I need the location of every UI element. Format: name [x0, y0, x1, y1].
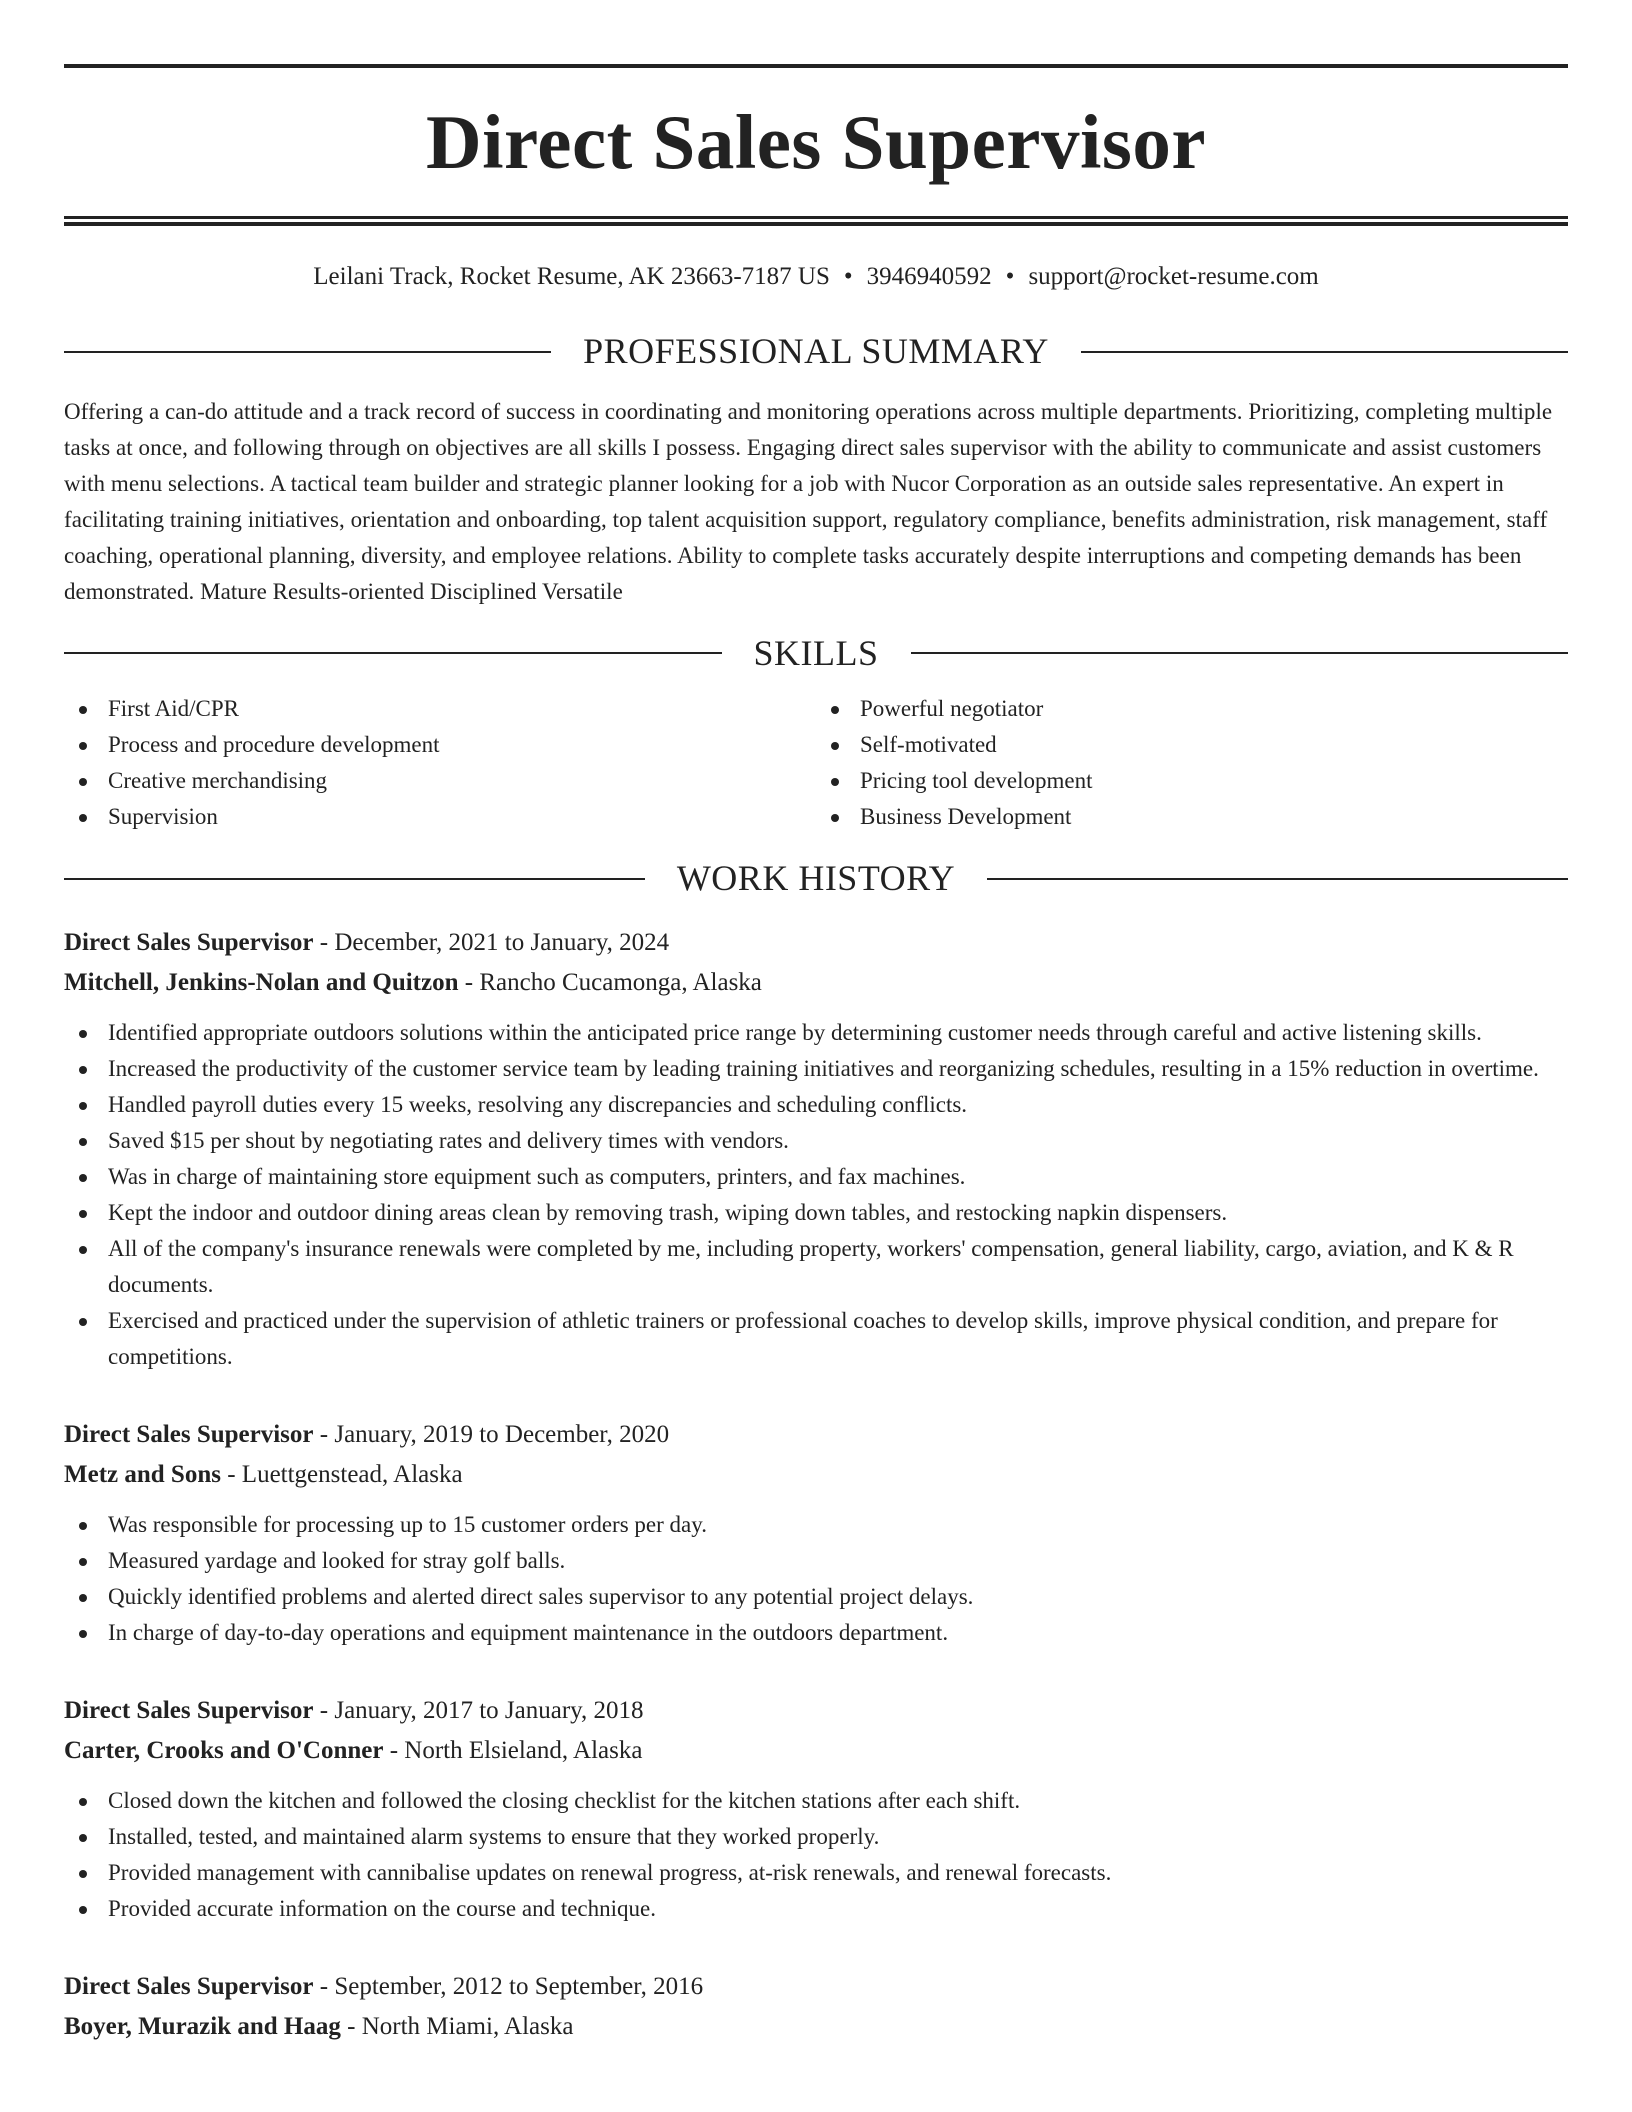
skill-item: Supervision	[64, 799, 816, 835]
top-rule	[64, 64, 1568, 68]
job-bullet: Exercised and practiced under the supervision of athletic trainers or professional coaches to develop skills, improve physical condition, and prepare for competitions.	[64, 1303, 1568, 1375]
job-title-line: Direct Sales Supervisor - January, 2017 to January, 2018	[64, 1696, 644, 1724]
skill-item: Process and procedure development	[64, 727, 816, 763]
job-bullet: All of the company's insurance renewals were completed by me, including property, workers' compensation, general liability, cargo, aviation, and K & R documents.	[64, 1231, 1568, 1303]
skills-list	[64, 691, 1568, 835]
heading-rule-left	[64, 878, 645, 880]
job-company-line: Metz and Sons - Luettgenstead, Alaska	[64, 1460, 463, 1488]
job-bullet: Provided accurate information on the course and technique.	[64, 1891, 1568, 1927]
job-bullet: Measured yardage and looked for stray golf balls.	[64, 1543, 1568, 1579]
section-heading-summary	[64, 332, 1568, 372]
heading-rule-right	[987, 878, 1568, 880]
job-dates: December, 2021 to January, 2024	[334, 928, 670, 956]
job-company-line: Boyer, Murazik and Haag - North Miami, Alaska	[64, 2012, 574, 2040]
job-location: Rancho Cucamonga, Alaska	[479, 968, 762, 996]
contact-separator: •	[843, 263, 853, 290]
skills-column-left	[64, 691, 816, 835]
contact-phone: 3946940592	[866, 263, 992, 290]
job-bullets	[64, 1783, 1568, 1927]
section-heading-skills	[64, 634, 1568, 674]
heading-rule-left	[64, 652, 722, 654]
job-bullet: Identified appropriate outdoors solutions within the anticipated price range by determining customer needs through careful and active listening skills.	[64, 1015, 1568, 1051]
contact-address: Leilani Track, Rocket Resume, AK 23663-7187 US	[313, 263, 830, 290]
resume-page	[64, 64, 1568, 2047]
job-bullet: Quickly identified problems and alerted direct sales supervisor to any potential project delays.	[64, 1579, 1568, 1615]
skills-column-right	[816, 691, 1568, 835]
job-dates: January, 2017 to January, 2018	[334, 1696, 644, 1724]
skill-item: First Aid/CPR	[64, 691, 816, 727]
job-location: Luettgenstead, Alaska	[241, 1460, 463, 1488]
section-title: PROFESSIONAL SUMMARY	[583, 331, 1049, 371]
job-bullets	[64, 1507, 1568, 1651]
job-dates: September, 2012 to September, 2016	[334, 1972, 704, 2000]
job-bullet: Was responsible for processing up to 15 customer orders per day.	[64, 1507, 1568, 1543]
contact-separator: •	[1005, 263, 1015, 290]
job-company: Metz and Sons	[64, 1460, 221, 1488]
job-title: Direct Sales Supervisor	[64, 1696, 314, 1724]
work-history-list	[64, 923, 1568, 2047]
skill-item: Self-motivated	[816, 727, 1568, 763]
skill-item: Powerful negotiator	[816, 691, 1568, 727]
skill-item: Business Development	[816, 799, 1568, 835]
job-bullet: Handled payroll duties every 15 weeks, resolving any discrepancies and scheduling conflicts.	[64, 1087, 1568, 1123]
job-entry	[64, 1691, 1568, 1927]
job-bullet: Provided management with cannibalise updates on renewal progress, at-risk renewals, and renewal forecasts.	[64, 1855, 1568, 1891]
section-title: SKILLS	[753, 632, 879, 673]
job-bullet: Was in charge of maintaining store equipment such as computers, printers, and fax machines.	[64, 1159, 1568, 1195]
section-heading-work	[64, 859, 1568, 899]
job-bullet: Increased the productivity of the customer service team by leading training initiatives and reorganizing schedules, resulting in a 15% reduction in overtime.	[64, 1051, 1568, 1087]
job-title-line: Direct Sales Supervisor - January, 2019 to December, 2020	[64, 1420, 670, 1448]
job-location: North Elsieland, Alaska	[404, 1736, 643, 1764]
job-entry	[64, 923, 1568, 1375]
section-title: WORK HISTORY	[676, 858, 956, 899]
job-company-line: Mitchell, Jenkins-Nolan and Quitzon - Rancho Cucamonga, Alaska	[64, 968, 762, 996]
contact-email: support@rocket-resume.com	[1028, 263, 1319, 290]
job-bullet: Saved $15 per shout by negotiating rates and delivery times with vendors.	[64, 1123, 1568, 1159]
job-title-line: Direct Sales Supervisor - December, 2021 to January, 2024	[64, 928, 670, 956]
job-location: North Miami, Alaska	[361, 2012, 574, 2040]
job-title: Direct Sales Supervisor	[64, 928, 314, 956]
resume-title: Direct Sales Supervisor	[426, 99, 1206, 185]
job-bullet: In charge of day-to-day operations and equipment maintenance in the outdoors department.	[64, 1615, 1568, 1651]
job-dates: January, 2019 to December, 2020	[334, 1420, 670, 1448]
job-entry	[64, 1415, 1568, 1651]
job-title: Direct Sales Supervisor	[64, 1972, 314, 2000]
title-double-rule	[64, 216, 1568, 226]
job-company-line: Carter, Crooks and O'Conner - North Elsieland, Alaska	[64, 1736, 643, 1764]
skill-item: Pricing tool development	[816, 763, 1568, 799]
job-bullet: Closed down the kitchen and followed the closing checklist for the kitchen stations after each shift.	[64, 1783, 1568, 1819]
job-bullets	[64, 1015, 1568, 1375]
job-bullet: Installed, tested, and maintained alarm systems to ensure that they worked properly.	[64, 1819, 1568, 1855]
job-company: Boyer, Murazik and Haag	[64, 2012, 341, 2040]
job-company: Mitchell, Jenkins-Nolan and Quitzon	[64, 968, 459, 996]
heading-rule-left	[64, 351, 551, 353]
heading-rule-right	[1081, 351, 1568, 353]
summary-text: Offering a can-do attitude and a track record of success in coordinating and monitoring operations across multiple departments. Prioritizing, completing multiple tasks at once, and following through on objectives are all skills I possess. Engaging direct sales supervisor with the ability to communicate and assist customers with menu selections. A tactical team builder and strategic planner looking for a job with Nucor Corporation as an outside sales representative. An expert in facilitating training initiatives, orientation and onboarding, top talent acquisition support, regulatory compliance, benefits administration, risk management, staff coaching, operational planning, diversity, and employee relations. Ability to complete tasks accurately despite interruptions and competing demands has been demonstrated. Mature Results-oriented Disciplined Versatile	[64, 398, 1553, 604]
skill-item: Creative merchandising	[64, 763, 816, 799]
contact-line	[64, 262, 1568, 292]
job-entry	[64, 1967, 1568, 2047]
heading-rule-right	[911, 652, 1569, 654]
job-company: Carter, Crooks and O'Conner	[64, 1736, 384, 1764]
job-title-line: Direct Sales Supervisor - September, 2012 to September, 2016	[64, 1972, 704, 2000]
job-title: Direct Sales Supervisor	[64, 1420, 314, 1448]
job-bullet: Kept the indoor and outdoor dining areas clean by removing trash, wiping down tables, and restocking napkin dispensers.	[64, 1195, 1568, 1231]
